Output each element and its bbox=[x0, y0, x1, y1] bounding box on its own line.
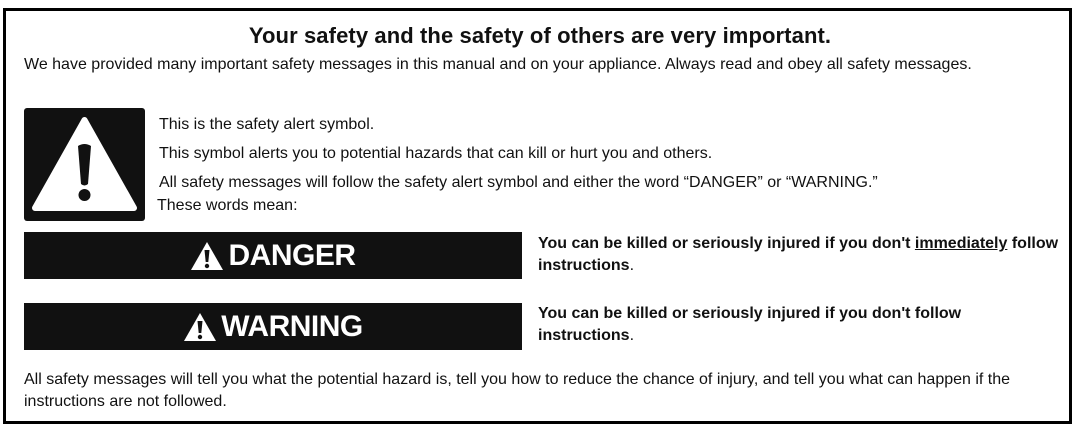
alert-line-4: These words mean: bbox=[157, 197, 298, 214]
safety-alert-icon bbox=[24, 108, 145, 221]
warning-alert-icon bbox=[183, 312, 217, 342]
warning-desc-period: . bbox=[629, 327, 635, 344]
warning-banner bbox=[24, 303, 522, 350]
danger-desc-text: You can be killed or seriously injured if you don't bbox=[538, 235, 915, 252]
danger-label: DANGER bbox=[228, 238, 356, 272]
danger-desc-text-end: follow instructions bbox=[538, 235, 1059, 274]
warning-desc-text: You can be killed or seriously injured if you don't follow instructions bbox=[538, 305, 962, 344]
danger-banner bbox=[24, 232, 522, 279]
alert-line-3: All safety messages will follow the safety alert symbol and either the word “DANGER” or “WARNING.” bbox=[159, 174, 878, 191]
danger-description bbox=[538, 233, 1068, 277]
danger-desc-period: . bbox=[629, 257, 635, 274]
warning-label: WARNING bbox=[221, 309, 363, 343]
alert-line-2: This symbol alerts you to potential hazards that can kill or hurt you and others. bbox=[159, 145, 713, 162]
alert-line-1: This is the safety alert symbol. bbox=[159, 116, 375, 133]
footer-paragraph: All safety messages will tell you what the potential hazard is, tell you how to reduce the chance of injury, and tell you what can happen if the instructions are not followed. bbox=[24, 371, 1011, 410]
intro-paragraph: We have provided many important safety messages in this manual and on your appliance. Always read and obey all safety messages. bbox=[24, 56, 972, 73]
danger-desc-emphasis: immediately bbox=[914, 235, 1008, 252]
notice-title: Your safety and the safety of others are very important. bbox=[248, 23, 832, 48]
warning-description bbox=[538, 303, 1038, 347]
danger-alert-icon bbox=[190, 241, 224, 271]
